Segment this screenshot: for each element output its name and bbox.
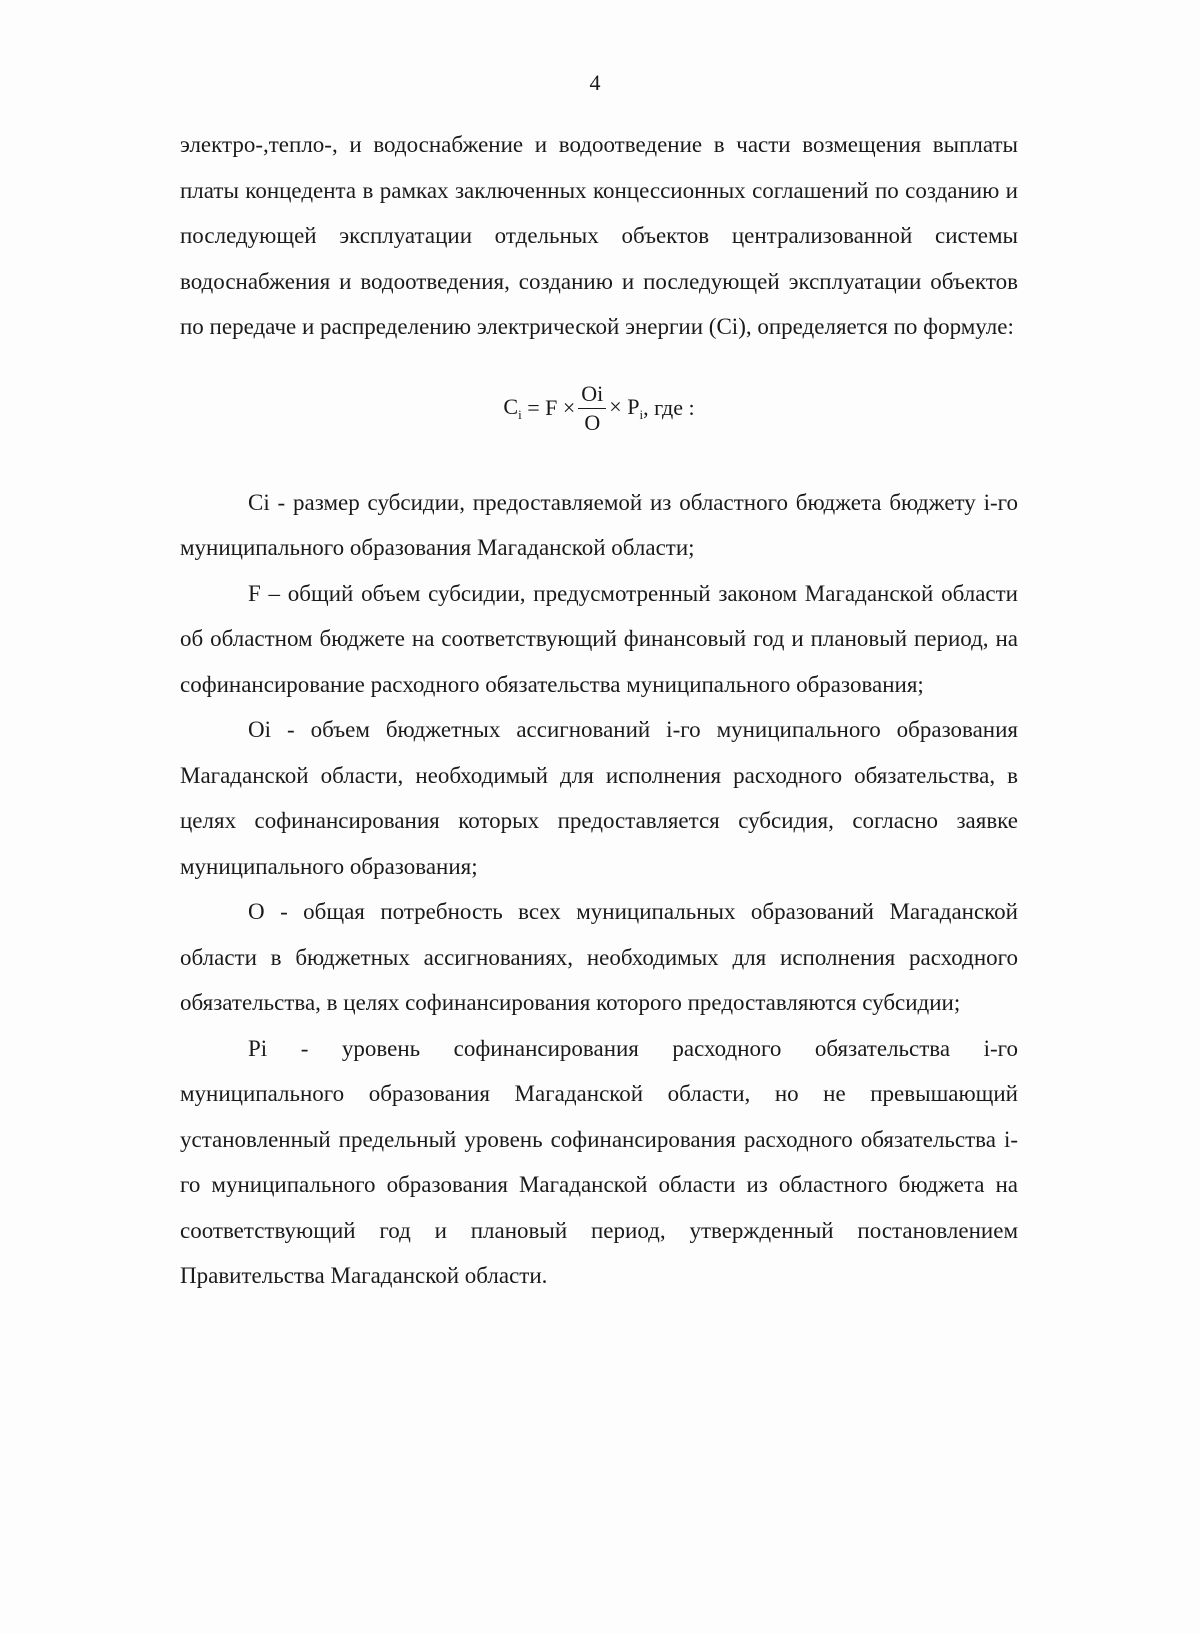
document-body	[180, 122, 1018, 1299]
formula-lhs: $C_i$	[503, 394, 522, 423]
intro-paragraph: электро-,тепло-, и водоснабжение и водоотведение в части возмещения выплаты платы концедента в рамках заключенных концессионных соглашений по созданию и последующей эксплуатации отдельных объектов централизованной системы водоснабжения и водоотведения, созданию и последующей эксплуатации объектов по передаче и распределению электрической энергии (Ci), определяется по формуле:	[180, 132, 1018, 339]
formula-times-p: × $P_i$	[609, 394, 644, 423]
definition-o: O - общая потребность всех муниципальных образований Магаданской области в бюджетных ассигнованиях, необходимых для исполнения расходного обязательства, в целях софинансирования которого предоставляются субсидии;	[180, 899, 1018, 1015]
subsidy-formula	[180, 350, 1018, 480]
formula-expression	[503, 382, 694, 435]
fraction-denominator: O	[584, 410, 601, 435]
definition-f: F – общий объем субсидии, предусмотренный законом Магаданской области об областном бюджете на соответствующий финансовый год и плановый период, на софинансирование расходного обязательства муниципального образования;	[180, 580, 1018, 697]
definition-pi: Pi - уровень софинансирования расходного обязательства i-го муниципального образования Магаданской области, но не превышающий установленный предельный уровень софинансирования расходного обязательства i-го муниципального образования Магаданской области из областного бюджета на соответствующий год и плановый период, утвержденный постановлением Правительства Магаданской области.	[180, 1035, 1018, 1288]
formula-tail: , где :	[643, 395, 695, 421]
fraction-numerator: Oi	[578, 382, 606, 409]
definition-oi: Oi - объем бюджетных ассигнований i-го муниципального образования Магаданской области, необходимый для исполнения расходного обязательства, в целях софинансирования которых предоставляется субсидия, согласно заявке муниципального образования;	[180, 717, 1018, 879]
page-number: 4	[589, 70, 601, 95]
formula-equals-f: = F ×	[521, 395, 576, 421]
formula-fraction	[578, 382, 606, 435]
definition-ci: Ci - размер субсидии, предоставляемой из областного бюджета бюджету i-го муниципального образования Магаданской области;	[180, 489, 1018, 560]
